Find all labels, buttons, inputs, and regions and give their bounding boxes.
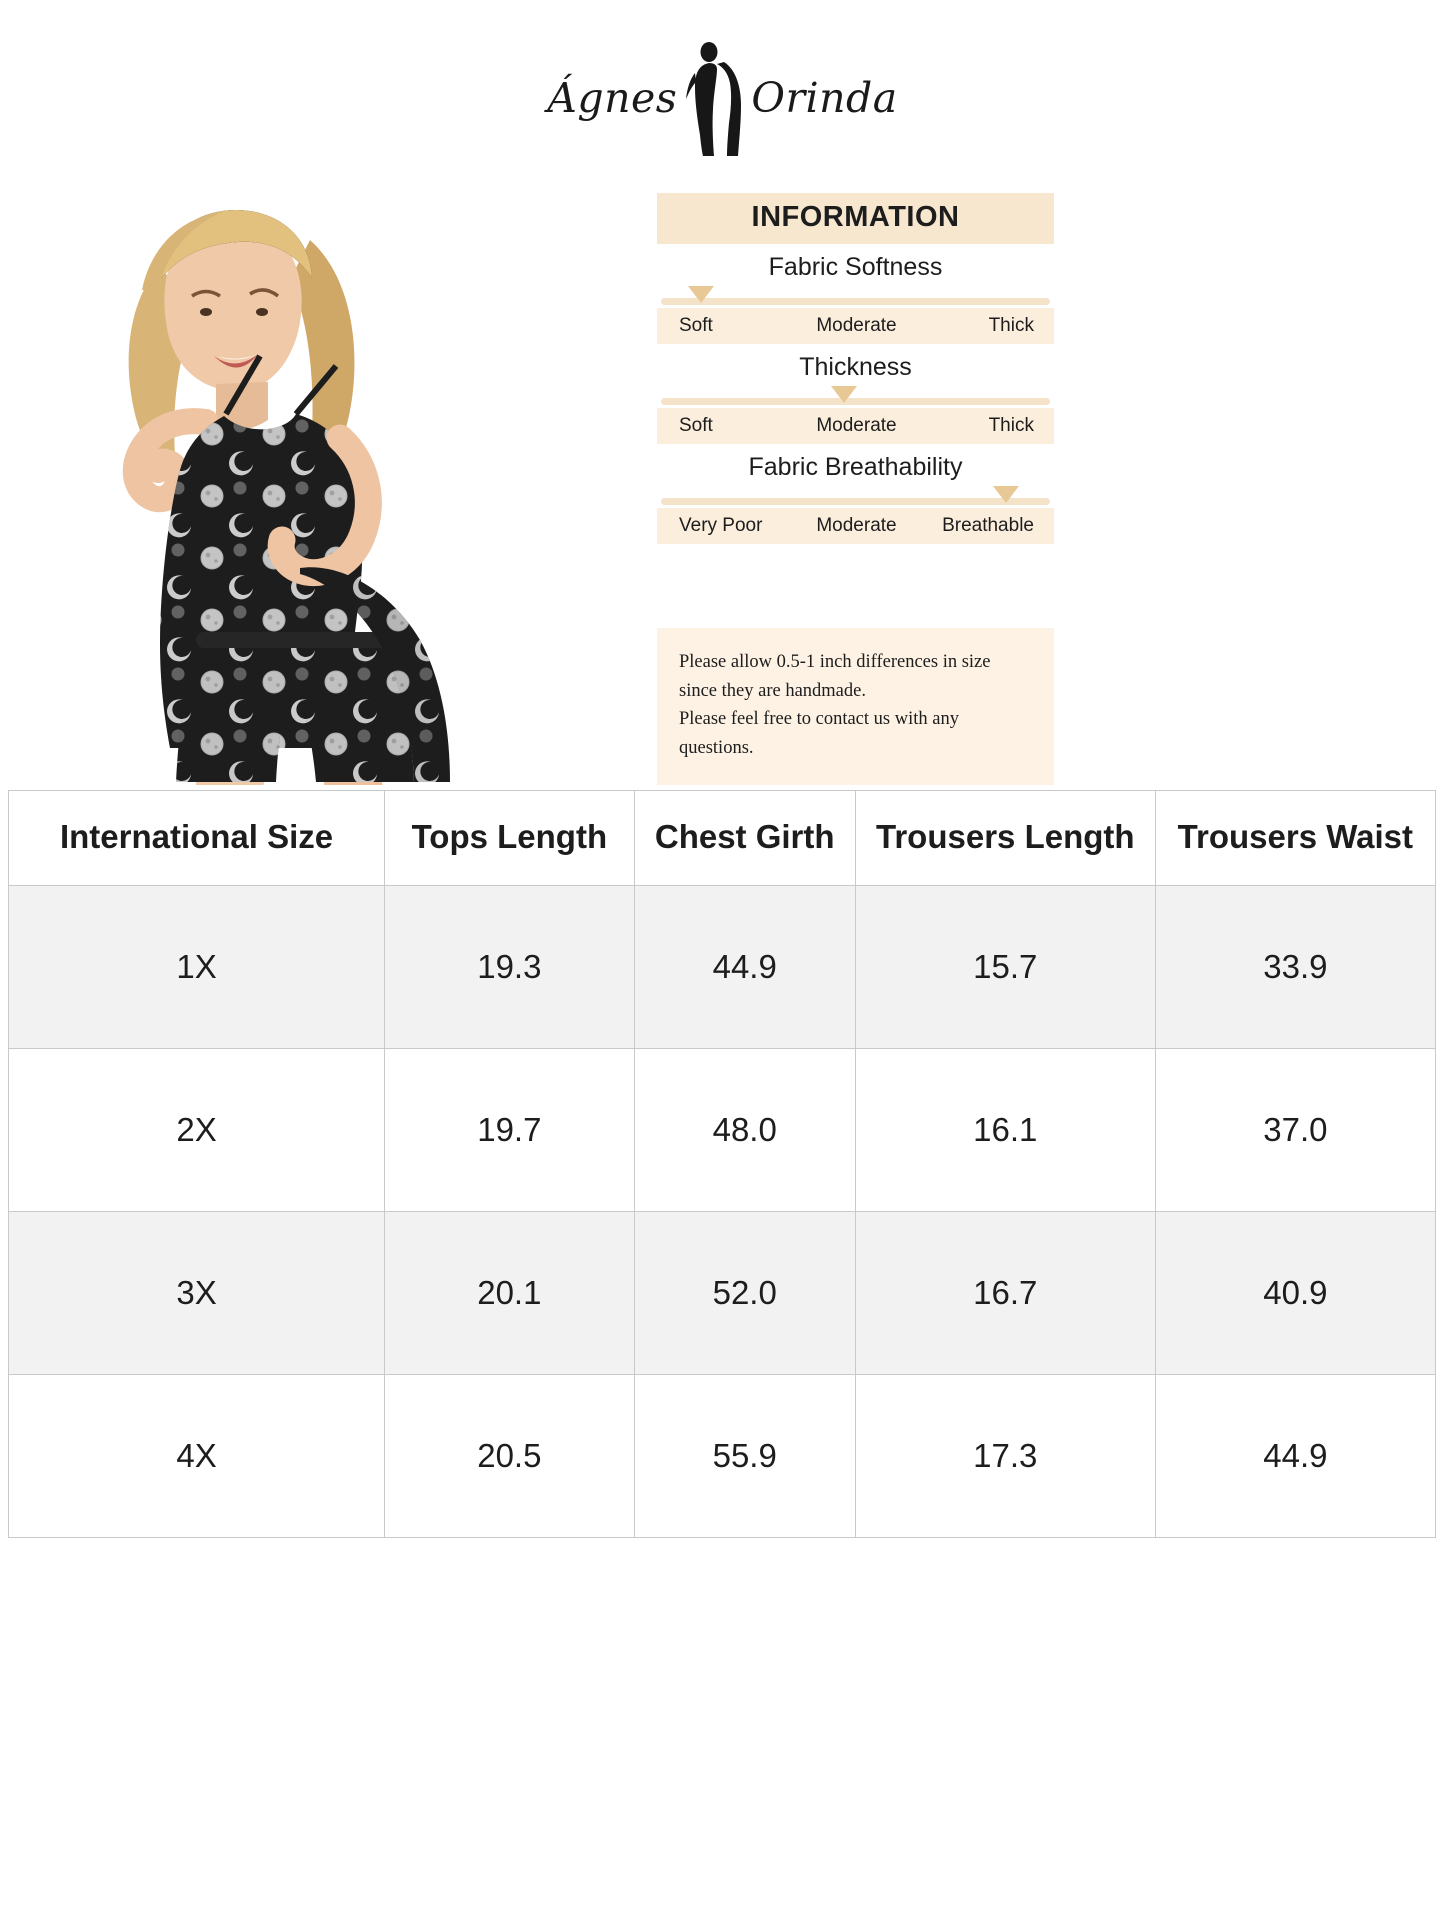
scale-label-mid: Moderate bbox=[816, 515, 897, 536]
table-cell-tops-length: 20.5 bbox=[385, 1375, 635, 1538]
scale-label-high: Thick bbox=[988, 415, 1034, 436]
note-line-2: since they are handmade. bbox=[679, 680, 866, 701]
table-cell-trousers-waist: 33.9 bbox=[1155, 886, 1435, 1049]
metric-fabric-breathability bbox=[657, 453, 1054, 544]
table-cell-size: 2X bbox=[9, 1049, 385, 1212]
table-header-cell: Trousers Length bbox=[855, 791, 1155, 886]
table-cell-trousers-waist: 40.9 bbox=[1155, 1212, 1435, 1375]
brand-name-left: Ágnes bbox=[547, 73, 678, 122]
scale-label-mid: Moderate bbox=[816, 315, 897, 336]
metric-bar bbox=[657, 286, 1054, 308]
brand-logo bbox=[0, 28, 1445, 168]
metric-scale-labels bbox=[657, 308, 1054, 344]
metric-bar bbox=[657, 386, 1054, 408]
table-header-cell: Trousers Waist bbox=[1155, 791, 1435, 886]
table-cell-chest-girth: 52.0 bbox=[634, 1212, 855, 1375]
information-header: INFORMATION bbox=[657, 193, 1054, 244]
information-panel bbox=[657, 193, 1054, 544]
size-table bbox=[8, 790, 1436, 1538]
scale-label-low: Soft bbox=[679, 415, 713, 436]
metric-thickness bbox=[657, 353, 1054, 444]
metric-title: Fabric Softness bbox=[768, 253, 943, 281]
table-cell-trousers-waist: 37.0 bbox=[1155, 1049, 1435, 1212]
metric-scale-labels bbox=[657, 508, 1054, 544]
table-header-row bbox=[9, 791, 1436, 886]
table-row bbox=[9, 1375, 1436, 1538]
size-note bbox=[657, 628, 1054, 785]
table-row bbox=[9, 1212, 1436, 1375]
metric-bar-track bbox=[661, 298, 1050, 305]
scale-label-mid: Moderate bbox=[816, 415, 897, 436]
brand-logo-inner bbox=[547, 39, 898, 157]
table-cell-trousers-length: 16.1 bbox=[855, 1049, 1155, 1212]
table-cell-trousers-length: 15.7 bbox=[855, 886, 1155, 1049]
metric-bar-marker bbox=[993, 486, 1019, 503]
table-header-cell: Chest Girth bbox=[634, 791, 855, 886]
table-cell-trousers-length: 17.3 bbox=[855, 1375, 1155, 1538]
table-cell-tops-length: 20.1 bbox=[385, 1212, 635, 1375]
table-header-cell: International Size bbox=[9, 791, 385, 886]
note-line-1: Please allow 0.5-1 inch differences in size bbox=[679, 652, 991, 672]
metric-bar-marker bbox=[688, 286, 714, 303]
table-cell-tops-length: 19.7 bbox=[385, 1049, 635, 1212]
scale-label-low: Very Poor bbox=[679, 515, 763, 536]
table-cell-chest-girth: 44.9 bbox=[634, 886, 855, 1049]
table-cell-trousers-waist: 44.9 bbox=[1155, 1375, 1435, 1538]
scale-label-high: Breathable bbox=[942, 515, 1034, 536]
metric-bar-track bbox=[661, 498, 1050, 505]
table-cell-tops-length: 19.3 bbox=[385, 886, 635, 1049]
table-cell-size: 1X bbox=[9, 886, 385, 1049]
metric-title: Fabric Breathability bbox=[748, 453, 963, 481]
metric-bar-marker bbox=[831, 386, 857, 403]
metric-title: Thickness bbox=[799, 353, 912, 381]
metric-fabric-softness bbox=[657, 253, 1054, 344]
table-cell-chest-girth: 55.9 bbox=[634, 1375, 855, 1538]
woman-silhouette-icon bbox=[683, 39, 745, 157]
table-cell-trousers-length: 16.7 bbox=[855, 1212, 1155, 1375]
metric-scale-labels bbox=[657, 408, 1054, 444]
product-photo bbox=[10, 170, 630, 785]
scale-label-low: Soft bbox=[679, 315, 713, 336]
table-cell-size: 4X bbox=[9, 1375, 385, 1538]
metric-bar bbox=[657, 486, 1054, 508]
note-line-3: Please feel free to contact us with any questions. bbox=[679, 709, 959, 759]
table-header-cell: Tops Length bbox=[385, 791, 635, 886]
table-cell-size: 3X bbox=[9, 1212, 385, 1375]
table-row bbox=[9, 1049, 1436, 1212]
table-row bbox=[9, 886, 1436, 1049]
brand-name-right: Orinda bbox=[751, 73, 898, 122]
scale-label-high: Thick bbox=[988, 315, 1034, 336]
table-cell-chest-girth: 48.0 bbox=[634, 1049, 855, 1212]
